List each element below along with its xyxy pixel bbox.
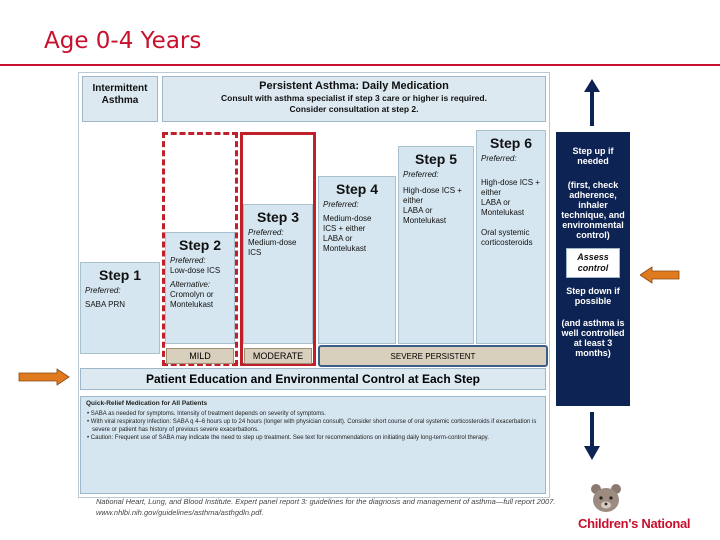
step-down-label: Step down if possible	[566, 286, 620, 306]
title-divider	[0, 64, 720, 66]
logo-wordmark: Children's National	[578, 516, 691, 531]
slide-title: Age 0-4 Years	[44, 28, 202, 54]
assess-pointer-arrow-icon	[640, 266, 680, 284]
step-6-line: Oral systemic	[481, 228, 530, 237]
step-4-line: Preferred:	[323, 200, 359, 209]
step-4-line: LABA or	[323, 234, 353, 243]
step-5-line: Montelukast	[403, 216, 447, 225]
step-5-name: Step 5	[414, 151, 457, 167]
quick-relief-bullet: • With viral respiratory infection: SABA q 4–6 hours up to 24 hours (longer with physician consult). Consider short course of oral systemic corticosteroids if exacerbation is severe or patient has history of previous severe exacerbations.	[87, 419, 537, 433]
step-6-line: either	[481, 188, 502, 197]
quick-relief-bullet-text: Caution: Frequent use of SABA may indicate the need to step up treatment. See text for recommendations on initiating daily long-term-control therapy.	[90, 435, 489, 441]
quick-relief-bullet-text: With viral respiratory infection: SABA q 4–6 hours up to 24 hours (longer with physician consult). Consider short course of oral systemic corticosteroids if exacerbation is severe or patient has history of previous severe exacerbations.	[90, 419, 537, 433]
citation-text: National Heart, Lung, and Blood Institute. Expert panel report 3: guidelines for the diagnosis and management of asthma—full report 2007. www.nhlbi.nih.gov/guidelines/asthma/asthgdln.pdf.	[96, 497, 556, 517]
step-6-line: High-dose ICS +	[481, 178, 540, 187]
step-3-box	[243, 204, 313, 344]
severity-moderate: MODERATE	[244, 348, 312, 364]
step-6-name: Step 6	[489, 135, 532, 151]
step-4-line: Montelukast	[323, 244, 367, 253]
step-6-line: Preferred:	[481, 154, 517, 163]
step-1-box	[80, 262, 160, 354]
step-down-arrow-icon	[582, 410, 602, 462]
quick-relief-heading: Quick-Relief Medication for All Patients	[86, 400, 208, 407]
step-4-line: Medium-dose	[323, 214, 372, 223]
persistent-sub1: Consult with asthma specialist if step 3 care or higher is required.	[221, 93, 487, 103]
step-6-line: Montelukast	[481, 208, 525, 217]
step-6-line: LABA or	[481, 198, 511, 207]
step-4-line: ICS + either	[323, 224, 366, 233]
step-4-name: Step 4	[335, 181, 378, 197]
step-2-line: Montelukast	[170, 300, 214, 309]
step-3-line: Preferred:	[248, 228, 284, 237]
step-guidance-panel	[556, 132, 630, 406]
step-3-line: Medium-dose	[248, 238, 297, 247]
step-6-box	[476, 130, 546, 344]
step-5-line: High-dose ICS +	[403, 186, 462, 195]
step-1-name: Step 1	[98, 267, 141, 283]
education-pointer-arrow-icon	[18, 368, 70, 386]
step-5-line: either	[403, 196, 424, 205]
step-3-name: Step 3	[256, 209, 299, 225]
step-3-line: ICS	[248, 248, 262, 257]
step-1-line: Preferred:	[85, 286, 121, 295]
severity-severe: SEVERE PERSISTENT	[318, 345, 548, 367]
quick-relief-bullet: • SABA as needed for symptoms. Intensity of treatment depends on severity of symptoms.	[87, 411, 326, 417]
persistent-sub2: Consider consultation at step 2.	[289, 104, 419, 114]
persistent-title: Persistent Asthma: Daily Medication	[259, 80, 449, 92]
step-2-line: Alternative:	[170, 280, 211, 289]
quick-relief-box	[80, 396, 546, 494]
persistent-header	[162, 76, 546, 122]
step-up-detail: (first, check adherence, inhaler technique, and environmental control)	[561, 180, 625, 240]
step-up-arrow-icon	[582, 78, 602, 128]
step-6-line: corticosteroids	[481, 238, 533, 247]
step-down-detail: (and asthma is well controlled at least 3 months)	[561, 318, 625, 358]
bear-logo-icon	[586, 482, 626, 516]
step-2-line: Preferred:	[170, 256, 206, 265]
quick-relief-bullet-text: SABA as needed for symptoms. Intensity of treatment depends on severity of symptoms.	[90, 411, 326, 417]
education-row: Patient Education and Environmental Control at Each Step	[80, 368, 546, 390]
intermittent-header: Intermittent Asthma	[82, 76, 158, 122]
step-up-label: Step up if needed	[572, 146, 614, 166]
step-2-name: Step 2	[178, 237, 221, 253]
severity-mild: MILD	[166, 348, 234, 364]
step-1-line: SABA PRN	[85, 300, 126, 309]
step-5-line: Preferred:	[403, 170, 439, 179]
quick-relief-bullet: • Caution: Frequent use of SABA may indicate the need to step up treatment. See text for recommendations on initiating daily long-term-control therapy.	[87, 435, 489, 441]
step-5-box	[398, 146, 474, 344]
assess-control-box: Assess control	[566, 248, 620, 278]
step-5-line: LABA or	[403, 206, 433, 215]
step-2-line: Cromolyn or	[170, 290, 214, 299]
step-2-box	[165, 232, 235, 344]
step-4-box	[318, 176, 396, 344]
step-2-line: Low-dose ICS	[170, 266, 221, 275]
